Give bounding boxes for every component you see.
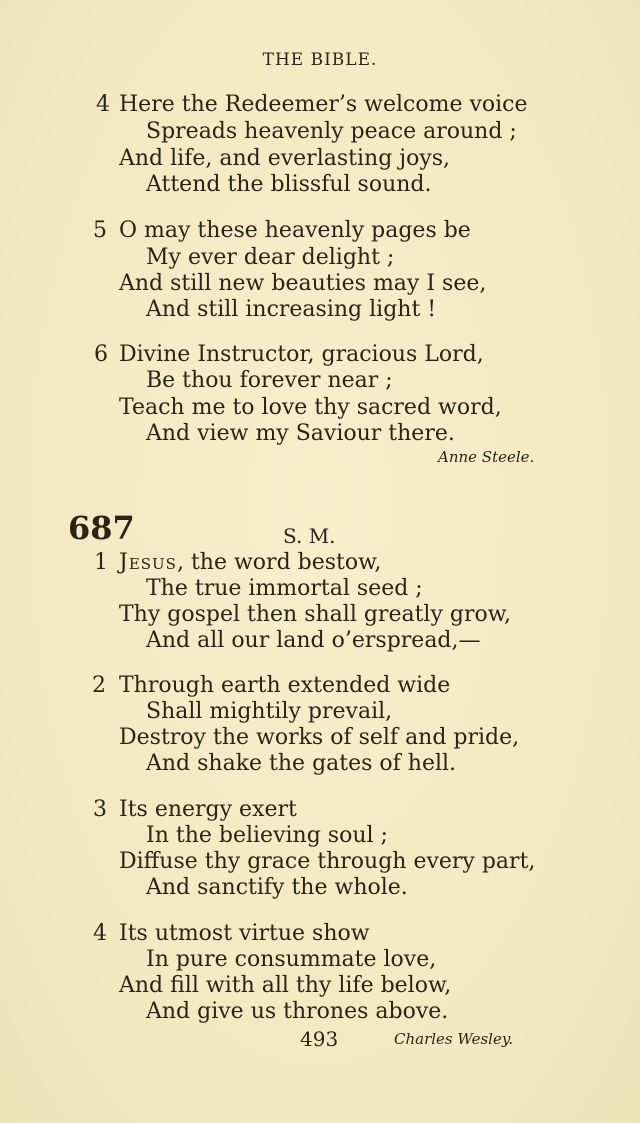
verse-line: Its energy exert <box>119 797 297 822</box>
verse-line: And fill with all thy life below, <box>119 973 452 998</box>
verse-line: Diffuse thy grace through every part, <box>119 849 536 874</box>
verse-line: Divine Instructor, gracious Lord, <box>119 342 484 367</box>
author-attribution: Charles Wesley. <box>394 1030 514 1048</box>
verse-line: And still new beauties may I see, <box>119 271 487 296</box>
verse-line: Shall mightily prevail, <box>146 699 393 724</box>
verse-line: Destroy the works of self and pride, <box>119 725 520 750</box>
verse-line: And sanctify the whole. <box>146 875 408 900</box>
verse-line: My ever dear delight ; <box>146 245 395 270</box>
verse-line: And all our land o’erspread,— <box>146 628 481 653</box>
page-number: 493 <box>300 1027 339 1051</box>
stanza-number: 3 <box>93 797 107 822</box>
verse-line: And view my Saviour there. <box>146 421 455 446</box>
verse-line: Teach me to love thy sacred word, <box>119 395 502 420</box>
verse-line: Thy gospel then shall greatly grow, <box>119 602 511 627</box>
running-header: THE BIBLE. <box>262 50 378 70</box>
stanza-number: 2 <box>92 673 106 698</box>
verse-line: In the believing soul ; <box>146 823 388 848</box>
verse-line-rest: , the word bestow, <box>176 550 382 575</box>
verse-line: And life, and everlasting joys, <box>119 146 451 171</box>
stanza-number: 6 <box>94 342 108 367</box>
hymn-number: 687 <box>68 509 135 547</box>
stanza-number: 5 <box>93 218 107 243</box>
verse-line: Spreads heavenly peace around ; <box>146 119 517 144</box>
verse-line <box>119 550 381 576</box>
verse-line: Through earth extended wide <box>119 673 451 698</box>
verse-line: O may these heavenly pages be <box>119 218 471 243</box>
verse-line: Here the Redeemer’s welcome voice <box>119 92 528 117</box>
verse-line: In pure consummate love, <box>146 947 437 972</box>
verse-line: And give us thrones above. <box>146 999 449 1024</box>
meter-label: S. M. <box>283 524 336 548</box>
first-word: Jesus <box>119 550 177 575</box>
stanza-number: 1 <box>94 550 108 575</box>
verse-line: And still increasing light ! <box>146 297 437 322</box>
stanza-number: 4 <box>96 92 110 117</box>
author-attribution: Anne Steele. <box>438 448 535 466</box>
verse-line: And shake the gates of hell. <box>146 751 457 776</box>
stanza-number: 4 <box>93 921 107 946</box>
verse-line: Its utmost virtue show <box>119 921 370 946</box>
verse-line: Attend the blissful sound. <box>146 172 432 197</box>
verse-line: The true immortal seed ; <box>146 576 423 601</box>
verse-line: Be thou forever near ; <box>146 368 393 393</box>
